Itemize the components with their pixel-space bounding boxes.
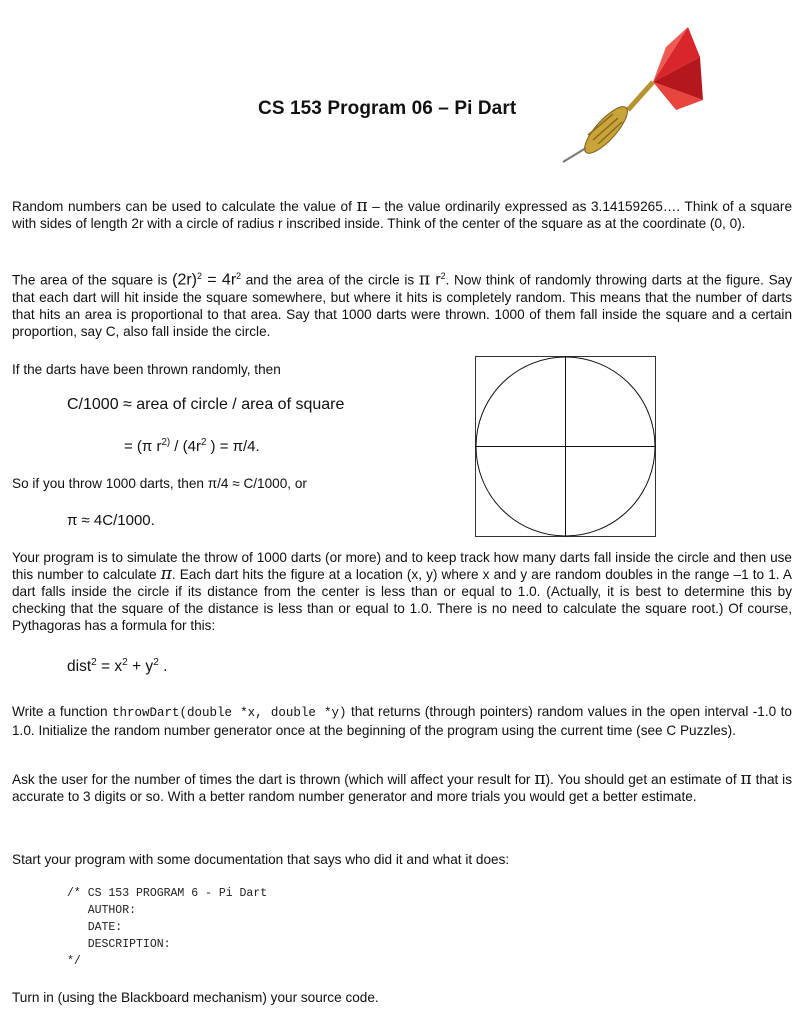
paragraph-simulate (12, 549, 792, 634)
circle-in-square-diagram (475, 356, 657, 538)
equation-ratio: C/1000 ≈ area of circle / area of square (67, 396, 345, 413)
math: / (4r (170, 438, 201, 455)
math: = x (96, 658, 123, 676)
math: ) = π/4. (206, 438, 260, 455)
page-title: CS 153 Program 06 – Pi Dart (258, 98, 517, 119)
pi-symbol: π (160, 564, 172, 584)
text: The area of the square is (12, 272, 173, 288)
paragraph-intro (12, 198, 792, 232)
inline-code: throwDart(double *x, double *y) (111, 706, 347, 720)
text: Ask the user for the number of times the dart is thrown (which will affect your result for (12, 772, 535, 787)
paragraph-throwdart (12, 703, 792, 739)
text: ). You should get an estimate of (545, 772, 741, 787)
text: and the area of the circle is (241, 272, 419, 288)
paragraph-turn-in: Turn in (using the Blackboard mechanism) your source code. (12, 990, 379, 1005)
code-block: /* CS 153 PROGRAM 6 - Pi Dart AUTHOR: DATE: DESCRIPTION: */ (67, 887, 268, 968)
pi-symbol: π (418, 269, 430, 290)
equation-pi-over-4 (124, 437, 260, 455)
math-exponent: 2 (153, 657, 159, 668)
math: (2r) (172, 271, 198, 289)
text: Random numbers can be used to calculate the value of (12, 199, 357, 214)
math: + y (127, 658, 154, 676)
text: Write a function (12, 704, 112, 719)
paragraph-ask-user (12, 771, 792, 805)
math-exponent: 2) (161, 437, 171, 448)
math-exponent: 2 (197, 271, 202, 281)
math-exponent: 2 (91, 657, 97, 668)
paragraph-documentation: Start your program with some documentation that says who did it and what it does: (12, 852, 510, 867)
math-exponent: 2 (236, 271, 242, 281)
equation-pi-estimate: π ≈ 4C/1000. (67, 512, 155, 529)
math: = (201, 271, 222, 289)
text: that is accurate to 3 digits or so. With a better random number generator and more trials you would get a better estimate. (12, 772, 792, 804)
dart-icon (558, 22, 708, 167)
math: r (430, 271, 441, 289)
text: . Now think of randomly throwing darts at the figure. Say that each dart will hit inside the square somewhere, but where it hits is completely random. This means that the number of darts that hits an area is proportional to that area. Say that 1000 darts were thrown. 1000 of them fall inside the square and a certain proportion, say C, also fall inside the circle. (12, 272, 793, 339)
equation-distance (67, 657, 167, 676)
math-exponent: 2 (122, 657, 128, 668)
pi-symbol: π (740, 769, 752, 789)
pi-symbol: π (356, 196, 368, 216)
paragraph-random: If the darts have been thrown randomly, then (12, 362, 281, 377)
math: dist (67, 658, 92, 676)
paragraph-so: So if you throw 1000 darts, then π/4 ≈ C/1000, or (12, 476, 307, 491)
pi-symbol: π (534, 769, 546, 789)
math-exponent: 2 (440, 271, 446, 281)
math: . (158, 658, 168, 676)
text: . Each dart hits the figure at a location (x, y) where x and y are random doubles in the range –1 to 1. A dart falls inside the circle if its distance from the center is less than or equal to 1.0. (Actually, it is best to determine this by checking that the square of the distance is less than or equal to 1.0. There is no need to calculate the square root.) Of course, Pythagoras has a formula for this: (12, 567, 792, 633)
math-exponent: 2 (200, 437, 207, 448)
text: that returns (through pointers) random values in the open interval -1.0 to 1.0. Initialize the random number generator once at the beginning of the program using the current time (see C Puzzles). (12, 704, 792, 738)
text: – the value ordinarily expressed as 3.14159265…. Think of a square with sides of length 2r with a circle of radius r inscribed inside. Think of the center of the square as at the coordinate (0, 0). (12, 199, 792, 231)
text: Your program is to simulate the throw of 1000 darts (or more) and to keep track how many darts fall inside the circle and then use this number to calculate (12, 550, 792, 582)
math: 4r (221, 271, 237, 289)
paragraph-area (12, 268, 792, 340)
math: = (π r (124, 438, 162, 455)
